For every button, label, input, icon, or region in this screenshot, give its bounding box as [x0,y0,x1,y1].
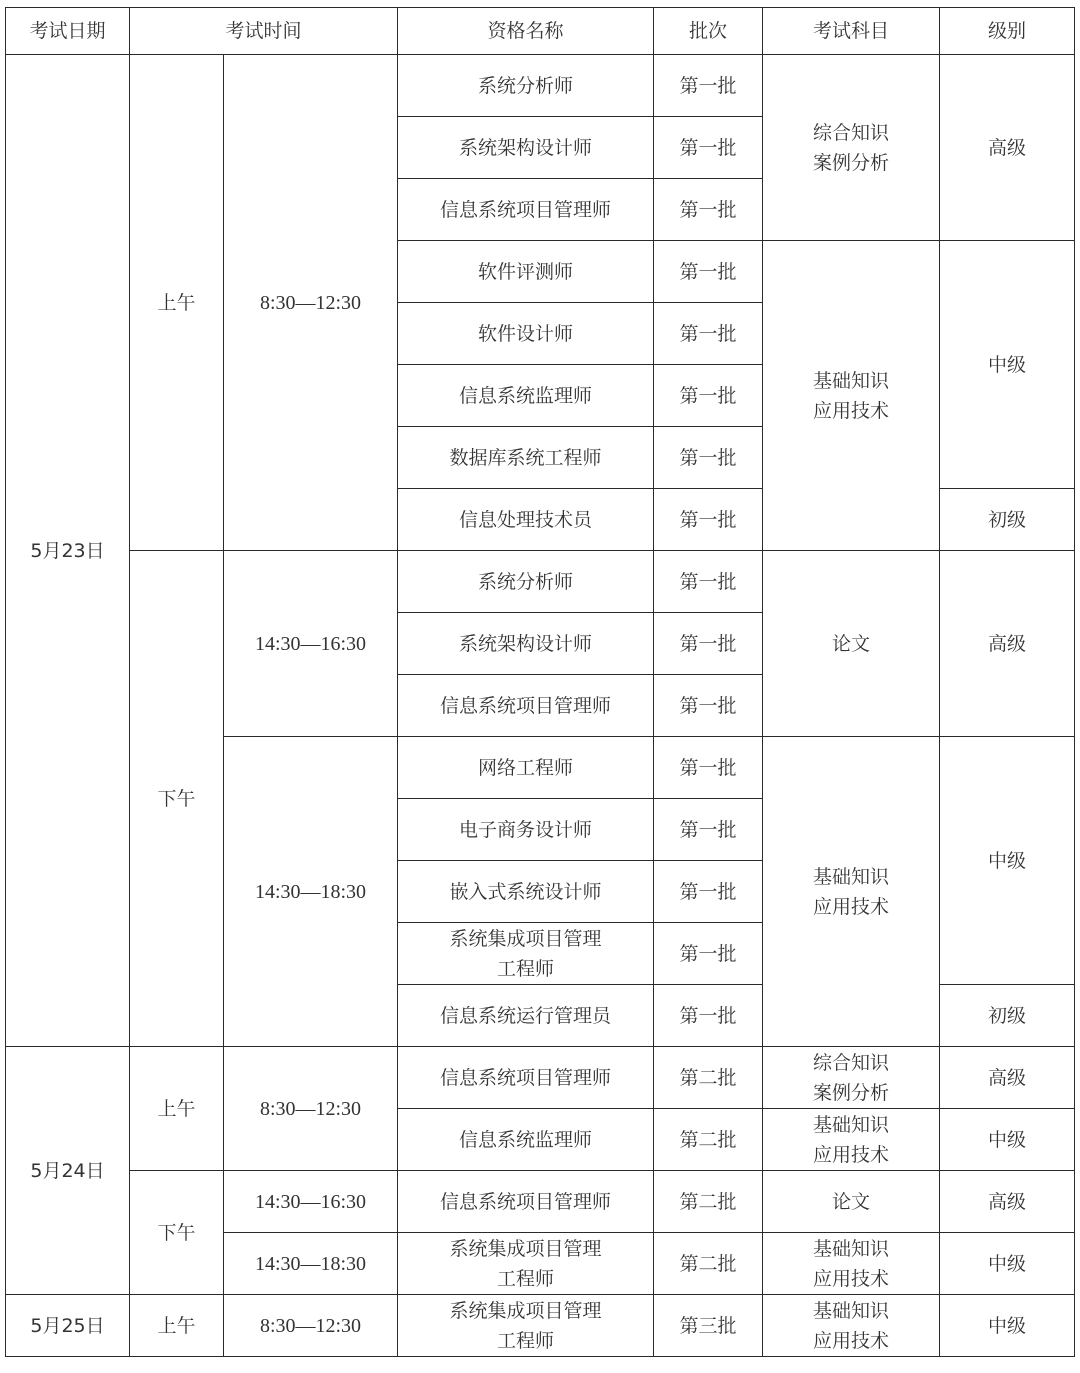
level-cell: 初级 [940,489,1075,551]
qualification-cell [398,613,654,675]
subject-line: 综合知识 [812,1051,889,1074]
table-row [6,551,1075,613]
subject-cell [763,55,940,241]
subject-cell: 论文 [763,1171,940,1233]
time-cell: 8:30—12:30 [224,1295,398,1357]
time-cell: 14:30—16:30 [224,1171,398,1233]
subject-line: 应用技术 [812,1143,889,1166]
qualification-line: 信息系统项目管理师 [439,1190,611,1213]
batch-cell: 第二批 [654,1171,763,1233]
batch-cell: 第二批 [654,1109,763,1171]
level-cell: 中级 [940,1109,1075,1171]
subject-line: 综合知识 [812,121,889,144]
qualification-cell [398,489,654,551]
qualification-line: 系统集成项目管理 [449,1237,602,1260]
batch-cell: 第一批 [654,551,763,613]
qualification-line: 系统集成项目管理 [449,1299,602,1322]
level-cell: 中级 [940,241,1075,489]
header-exam-time: 考试时间 [130,8,398,55]
qualification-cell [398,737,654,799]
batch-cell: 第二批 [654,1047,763,1109]
table-row [6,55,1075,117]
subject-line: 应用技术 [812,399,889,422]
qualification-line: 软件设计师 [477,322,573,345]
batch-cell: 第一批 [654,241,763,303]
subject-cell [763,1233,940,1295]
qualification-line: 信息系统监理师 [458,384,592,407]
batch-cell: 第一批 [654,179,763,241]
qualification-line: 系统集成项目管理 [449,927,602,950]
qualification-line: 数据库系统工程师 [449,446,602,469]
qualification-line: 信息处理技术员 [458,508,592,531]
batch-cell: 第一批 [654,303,763,365]
subject-cell [763,241,940,551]
level-cell: 高级 [940,551,1075,737]
qualification-line: 工程师 [496,957,554,980]
qualification-cell [398,1171,654,1233]
exam-date-cell: 5月23日 [6,55,130,1047]
level-cell: 初级 [940,985,1075,1047]
subject-line: 案例分析 [812,151,889,174]
subject-line: 基础知识 [812,369,889,392]
period-cell: 下午 [130,551,224,1047]
qualification-line: 软件评测师 [477,260,573,283]
qualification-cell [398,365,654,427]
time-cell: 14:30—18:30 [224,737,398,1047]
subject-line: 基础知识 [812,1299,889,1322]
time-cell: 14:30—18:30 [224,1233,398,1295]
qualification-cell [398,675,654,737]
exam-date-cell: 5月24日 [6,1047,130,1295]
batch-cell: 第一批 [654,985,763,1047]
qualification-line: 系统架构设计师 [458,136,592,159]
level-cell: 中级 [940,1295,1075,1357]
period-cell: 上午 [130,1295,224,1357]
header-level: 级别 [940,8,1075,55]
qualification-cell [398,923,654,985]
batch-cell: 第一批 [654,737,763,799]
subject-cell [763,1109,940,1171]
qualification-cell [398,861,654,923]
qualification-line: 嵌入式系统设计师 [449,880,602,903]
subject-line: 案例分析 [812,1081,889,1104]
batch-cell: 第一批 [654,675,763,737]
level-cell: 中级 [940,737,1075,985]
qualification-cell [398,303,654,365]
level-cell: 高级 [940,55,1075,241]
qualification-cell [398,1295,654,1357]
qualification-line: 信息系统项目管理师 [439,198,611,221]
qualification-cell [398,1047,654,1109]
header-subject: 考试科目 [763,8,940,55]
qualification-line: 信息系统监理师 [458,1128,592,1151]
period-cell: 上午 [130,55,224,551]
qualification-cell [398,1109,654,1171]
subject-line: 基础知识 [812,1113,889,1136]
qualification-line: 工程师 [496,1267,554,1290]
qualification-cell [398,799,654,861]
header-row [6,8,1075,55]
qualification-cell [398,55,654,117]
batch-cell: 第三批 [654,1295,763,1357]
batch-cell: 第一批 [654,799,763,861]
batch-cell: 第一批 [654,55,763,117]
batch-cell: 第一批 [654,923,763,985]
qualification-cell [398,427,654,489]
header-batch: 批次 [654,8,763,55]
table-row [6,1171,1075,1233]
batch-cell: 第一批 [654,365,763,427]
qualification-line: 系统分析师 [477,74,573,97]
qualification-line: 信息系统项目管理师 [439,694,611,717]
header-qualification: 资格名称 [398,8,654,55]
time-cell: 8:30—12:30 [224,55,398,551]
qualification-line: 信息系统运行管理员 [439,1004,611,1027]
subject-cell [763,1047,940,1109]
subject-cell [763,737,940,1047]
period-cell: 上午 [130,1047,224,1171]
batch-cell: 第一批 [654,613,763,675]
time-cell: 8:30—12:30 [224,1047,398,1171]
qualification-line: 系统架构设计师 [458,632,592,655]
level-cell: 高级 [940,1171,1075,1233]
batch-cell: 第一批 [654,489,763,551]
qualification-cell [398,117,654,179]
subject-cell: 论文 [763,551,940,737]
qualification-line: 工程师 [496,1329,554,1352]
level-cell: 中级 [940,1233,1075,1295]
qualification-cell [398,985,654,1047]
header-exam-date: 考试日期 [6,8,130,55]
batch-cell: 第二批 [654,1233,763,1295]
exam-date-cell: 5月25日 [6,1295,130,1357]
level-cell: 高级 [940,1047,1075,1109]
subject-line: 基础知识 [812,865,889,888]
qualification-line: 网络工程师 [477,756,573,779]
qualification-cell [398,551,654,613]
subject-cell [763,1295,940,1357]
subject-line: 应用技术 [812,1329,889,1352]
table-row [6,1295,1075,1357]
qualification-cell [398,1233,654,1295]
table-row [6,1047,1075,1109]
qualification-line: 信息系统项目管理师 [439,1066,611,1089]
period-cell: 下午 [130,1171,224,1295]
subject-line: 应用技术 [812,1267,889,1290]
exam-schedule-table [5,7,1075,1357]
batch-cell: 第一批 [654,861,763,923]
qualification-cell [398,179,654,241]
batch-cell: 第一批 [654,117,763,179]
batch-cell: 第一批 [654,427,763,489]
time-cell: 14:30—16:30 [224,551,398,737]
qualification-line: 系统分析师 [477,570,573,593]
subject-line: 基础知识 [812,1237,889,1260]
qualification-line: 电子商务设计师 [458,818,592,841]
subject-line: 应用技术 [812,895,889,918]
qualification-cell [398,241,654,303]
